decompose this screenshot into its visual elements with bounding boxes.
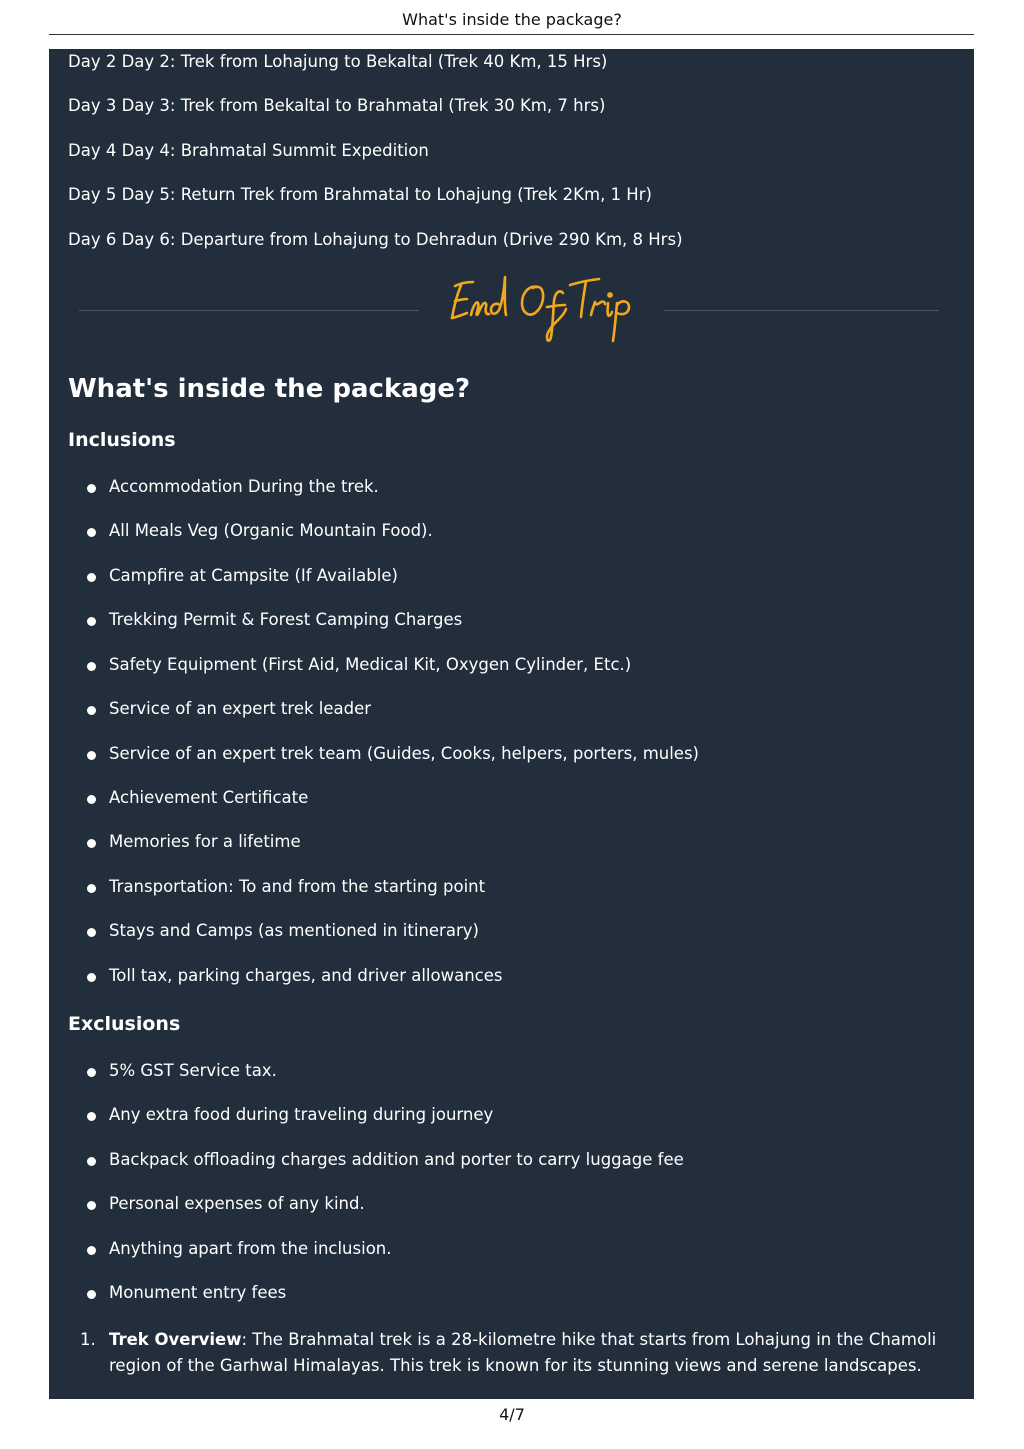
- bullet-icon: [87, 1290, 96, 1299]
- bullet-icon: [87, 1157, 96, 1166]
- trek-overview-text: : The Brahmatal trek is a 28-kilometre hike that starts from Lohajung in the Chamoli region of the Garhwal Himalayas. This trek is known for its stunning views and serene landscapes.: [109, 1330, 937, 1375]
- exclusions-heading: Exclusions: [68, 1013, 181, 1035]
- divider-left: [79, 310, 419, 311]
- bullet-icon: [87, 662, 96, 671]
- bullet-icon: [87, 884, 96, 893]
- inclusions-heading: Inclusions: [68, 429, 176, 451]
- bullet-icon: [87, 1068, 96, 1077]
- bullet-icon: [87, 528, 96, 537]
- bullet-icon: [87, 1246, 96, 1255]
- trek-overview-label: Trek Overview: [109, 1330, 242, 1349]
- bullet-icon: [87, 573, 96, 582]
- bullet-icon: [87, 484, 96, 493]
- list-number: 1.: [80, 1330, 96, 1349]
- itinerary-day-3: Day 3 Day 3: Trek from Bekaltal to Brahmatal (Trek 30 Km, 7 hrs): [68, 96, 606, 115]
- bullet-icon: [87, 751, 96, 760]
- itinerary-day-6: Day 6 Day 6: Departure from Lohajung to Dehradun (Drive 290 Km, 8 Hrs): [68, 230, 683, 249]
- itinerary-day-5: Day 5 Day 5: Return Trek from Brahmatal to Lohajung (Trek 2Km, 1 Hr): [68, 185, 652, 204]
- content-panel: Day 2 Day 2: Trek from Lohajung to Bekaltal (Trek 40 Km, 15 Hrs) Day 3 Day 3: Trek from Bekaltal to Brahmatal (Trek 30 Km, 7 hrs) Day 4 Day 4: Brahmatal Summit Expedition Day 5 Day 5: Return Trek from Brahmatal to Lohajung (Trek 2Km, 1 Hr) Day 6 Day 6: Departure from Lohajung to Dehradun (Drive 290 Km, 8 Hrs) End Of Trip What's inside the package? Inclusions Accommodation During the trek. All Meals Veg (Organic Mountain Food). Campfire at Campsite (If Available) Trekking Permit & Forest Camping Charges Safety Equipment (First Aid, Medical Kit, Oxygen Cylinder, Etc.) Service of an expert trek leader Service of an expert trek team (Guides, Cooks, helpers, porters, mules) Achievement Certificate Memories for a lifetime Transportation: To and from the starting point Stays and Camps (as mentioned in itinerary) Toll tax, parking charges, and driver allowances Exclusions 5% GST Service tax. Any extra food during traveling during journey Backpack offloading charges addition and porter to carry luggage fee Personal expenses of any kind. Anything apart from the inclusion. Monument entry fees 1. Trek Overview: The Brahmatal trek is a 28-kilometre hike that starts from Lohajung in the Chamoli region of the Garhwal Himalayas. This trek is known for its stunning views and serene landscapes.: [49, 49, 974, 1399]
- itinerary-day-4: Day 4 Day 4: Brahmatal Summit Expedition: [68, 141, 429, 160]
- bullet-icon: [87, 839, 96, 848]
- bullet-icon: [87, 1201, 96, 1210]
- package-heading: What's inside the package?: [68, 374, 471, 404]
- bullet-icon: [87, 617, 96, 626]
- bullet-icon: [87, 795, 96, 804]
- itinerary-day-2: Day 2 Day 2: Trek from Lohajung to Bekaltal (Trek 40 Km, 15 Hrs): [68, 52, 608, 71]
- page-header-title: What's inside the package?: [402, 10, 622, 29]
- bullet-icon: [87, 973, 96, 982]
- bullet-icon: [87, 1112, 96, 1121]
- bullet-icon: [87, 928, 96, 937]
- page-number: 4/7: [499, 1405, 525, 1424]
- bullet-icon: [87, 706, 96, 715]
- trek-overview-body: [109, 1327, 939, 1379]
- end-of-trip-script: [447, 271, 637, 346]
- header-rule: [49, 34, 974, 35]
- end-of-trip-text: End Of Trip: [542, 311, 548, 312]
- divider-right: [664, 310, 939, 311]
